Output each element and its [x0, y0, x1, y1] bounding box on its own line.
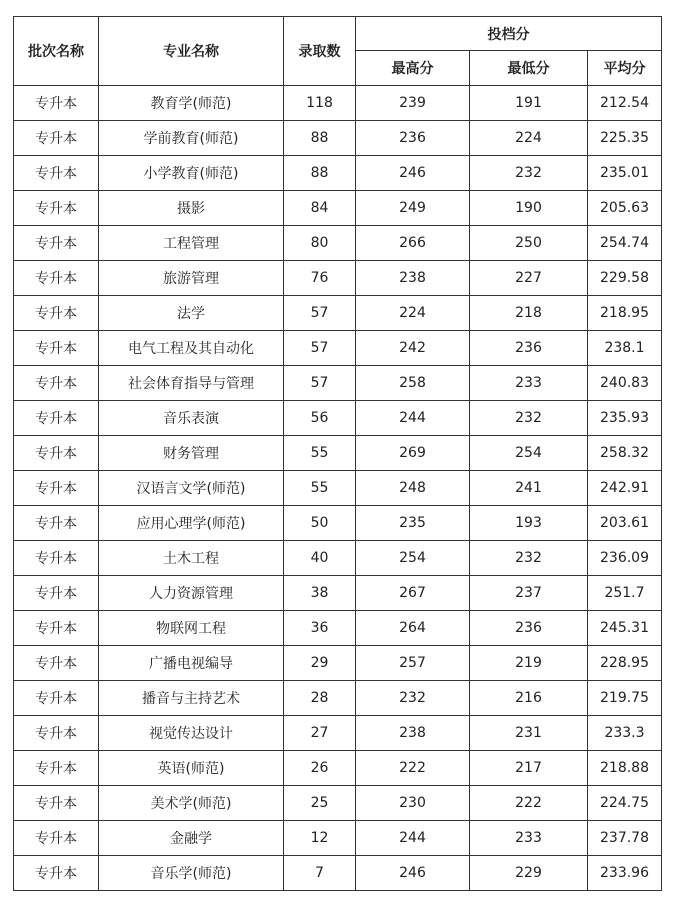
header-batch: 批次名称 — [14, 17, 99, 86]
cell-admitted: 7 — [284, 856, 356, 891]
cell-batch: 专升本 — [14, 856, 99, 891]
cell-major: 土木工程 — [99, 541, 284, 576]
table-row — [14, 506, 662, 541]
cell-admitted: 40 — [284, 541, 356, 576]
cell-min: 236 — [470, 611, 588, 646]
table-row — [14, 366, 662, 401]
cell-major: 摄影 — [99, 191, 284, 226]
header-max: 最高分 — [356, 51, 470, 86]
cell-min: 193 — [470, 506, 588, 541]
table-row — [14, 296, 662, 331]
cell-avg: 242.91 — [588, 471, 662, 506]
cell-batch: 专升本 — [14, 576, 99, 611]
cell-avg: 228.95 — [588, 646, 662, 681]
cell-batch: 专升本 — [14, 156, 99, 191]
cell-major: 视觉传达设计 — [99, 716, 284, 751]
cell-max: 239 — [356, 86, 470, 121]
cell-admitted: 55 — [284, 436, 356, 471]
cell-admitted: 84 — [284, 191, 356, 226]
cell-major: 财务管理 — [99, 436, 284, 471]
cell-avg: 219.75 — [588, 681, 662, 716]
cell-min: 236 — [470, 331, 588, 366]
table-row — [14, 401, 662, 436]
cell-admitted: 57 — [284, 331, 356, 366]
cell-min: 233 — [470, 366, 588, 401]
cell-batch: 专升本 — [14, 86, 99, 121]
table-row — [14, 191, 662, 226]
table-row — [14, 751, 662, 786]
cell-batch: 专升本 — [14, 821, 99, 856]
cell-avg: 245.31 — [588, 611, 662, 646]
cell-max: 236 — [356, 121, 470, 156]
cell-max: 244 — [356, 821, 470, 856]
cell-max: 246 — [356, 156, 470, 191]
cell-max: 248 — [356, 471, 470, 506]
cell-max: 224 — [356, 296, 470, 331]
cell-min: 229 — [470, 856, 588, 891]
cell-batch: 专升本 — [14, 611, 99, 646]
cell-min: 241 — [470, 471, 588, 506]
cell-batch: 专升本 — [14, 191, 99, 226]
cell-avg: 258.32 — [588, 436, 662, 471]
header-avg: 平均分 — [588, 51, 662, 86]
table-row — [14, 576, 662, 611]
cell-avg: 236.09 — [588, 541, 662, 576]
table-row — [14, 261, 662, 296]
cell-admitted: 27 — [284, 716, 356, 751]
cell-min: 250 — [470, 226, 588, 261]
cell-admitted: 50 — [284, 506, 356, 541]
cell-batch: 专升本 — [14, 471, 99, 506]
cell-major: 物联网工程 — [99, 611, 284, 646]
cell-min: 191 — [470, 86, 588, 121]
cell-major: 旅游管理 — [99, 261, 284, 296]
cell-avg: 203.61 — [588, 506, 662, 541]
cell-admitted: 28 — [284, 681, 356, 716]
table-row — [14, 681, 662, 716]
cell-max: 258 — [356, 366, 470, 401]
cell-admitted: 26 — [284, 751, 356, 786]
cell-max: 235 — [356, 506, 470, 541]
cell-batch: 专升本 — [14, 541, 99, 576]
cell-min: 216 — [470, 681, 588, 716]
header-score-group: 投档分 — [356, 17, 662, 51]
cell-min: 254 — [470, 436, 588, 471]
cell-max: 267 — [356, 576, 470, 611]
cell-min: 217 — [470, 751, 588, 786]
cell-min: 219 — [470, 646, 588, 681]
cell-min: 190 — [470, 191, 588, 226]
table-row — [14, 331, 662, 366]
cell-admitted: 12 — [284, 821, 356, 856]
cell-min: 232 — [470, 156, 588, 191]
cell-min: 231 — [470, 716, 588, 751]
cell-max: 244 — [356, 401, 470, 436]
cell-min: 232 — [470, 401, 588, 436]
cell-avg: 237.78 — [588, 821, 662, 856]
cell-major: 音乐学(师范) — [99, 856, 284, 891]
cell-avg: 235.01 — [588, 156, 662, 191]
cell-batch: 专升本 — [14, 751, 99, 786]
cell-batch: 专升本 — [14, 506, 99, 541]
cell-major: 小学教育(师范) — [99, 156, 284, 191]
cell-major: 广播电视编导 — [99, 646, 284, 681]
admission-score-table — [13, 16, 662, 891]
cell-admitted: 80 — [284, 226, 356, 261]
cell-avg: 225.35 — [588, 121, 662, 156]
cell-major: 学前教育(师范) — [99, 121, 284, 156]
cell-max: 232 — [356, 681, 470, 716]
cell-avg: 254.74 — [588, 226, 662, 261]
table-row — [14, 436, 662, 471]
cell-max: 254 — [356, 541, 470, 576]
cell-major: 音乐表演 — [99, 401, 284, 436]
cell-max: 257 — [356, 646, 470, 681]
cell-avg: 240.83 — [588, 366, 662, 401]
cell-major: 英语(师范) — [99, 751, 284, 786]
cell-major: 金融学 — [99, 821, 284, 856]
cell-admitted: 76 — [284, 261, 356, 296]
cell-major: 人力资源管理 — [99, 576, 284, 611]
cell-min: 224 — [470, 121, 588, 156]
cell-max: 249 — [356, 191, 470, 226]
cell-avg: 233.3 — [588, 716, 662, 751]
cell-avg: 212.54 — [588, 86, 662, 121]
cell-batch: 专升本 — [14, 366, 99, 401]
cell-avg: 224.75 — [588, 786, 662, 821]
cell-max: 238 — [356, 716, 470, 751]
cell-major: 应用心理学(师范) — [99, 506, 284, 541]
cell-major: 美术学(师范) — [99, 786, 284, 821]
table-row — [14, 611, 662, 646]
cell-min: 218 — [470, 296, 588, 331]
cell-admitted: 57 — [284, 296, 356, 331]
cell-avg: 229.58 — [588, 261, 662, 296]
cell-max: 242 — [356, 331, 470, 366]
cell-batch: 专升本 — [14, 261, 99, 296]
cell-batch: 专升本 — [14, 436, 99, 471]
cell-avg: 218.95 — [588, 296, 662, 331]
table-row — [14, 646, 662, 681]
cell-admitted: 57 — [284, 366, 356, 401]
cell-batch: 专升本 — [14, 681, 99, 716]
cell-major: 法学 — [99, 296, 284, 331]
header-admitted: 录取数 — [284, 17, 356, 86]
cell-admitted: 25 — [284, 786, 356, 821]
cell-batch: 专升本 — [14, 401, 99, 436]
header-row-top — [14, 17, 662, 51]
cell-batch: 专升本 — [14, 786, 99, 821]
cell-batch: 专升本 — [14, 296, 99, 331]
cell-admitted: 88 — [284, 156, 356, 191]
cell-major: 社会体育指导与管理 — [99, 366, 284, 401]
cell-max: 230 — [356, 786, 470, 821]
header-major: 专业名称 — [99, 17, 284, 86]
table-row — [14, 471, 662, 506]
table-row — [14, 716, 662, 751]
cell-batch: 专升本 — [14, 646, 99, 681]
cell-max: 269 — [356, 436, 470, 471]
cell-major: 教育学(师范) — [99, 86, 284, 121]
cell-admitted: 118 — [284, 86, 356, 121]
cell-admitted: 29 — [284, 646, 356, 681]
cell-admitted: 56 — [284, 401, 356, 436]
cell-min: 227 — [470, 261, 588, 296]
cell-max: 222 — [356, 751, 470, 786]
cell-avg: 251.7 — [588, 576, 662, 611]
cell-avg: 205.63 — [588, 191, 662, 226]
cell-admitted: 36 — [284, 611, 356, 646]
cell-min: 233 — [470, 821, 588, 856]
table-row — [14, 226, 662, 261]
cell-max: 246 — [356, 856, 470, 891]
table-row — [14, 856, 662, 891]
table-row — [14, 86, 662, 121]
table-row — [14, 541, 662, 576]
table-row — [14, 156, 662, 191]
cell-max: 238 — [356, 261, 470, 296]
cell-max: 266 — [356, 226, 470, 261]
table-row — [14, 786, 662, 821]
table-row — [14, 821, 662, 856]
cell-batch: 专升本 — [14, 226, 99, 261]
cell-admitted: 38 — [284, 576, 356, 611]
cell-min: 232 — [470, 541, 588, 576]
cell-admitted: 55 — [284, 471, 356, 506]
cell-avg: 233.96 — [588, 856, 662, 891]
cell-major: 工程管理 — [99, 226, 284, 261]
cell-major: 播音与主持艺术 — [99, 681, 284, 716]
cell-admitted: 88 — [284, 121, 356, 156]
cell-avg: 218.88 — [588, 751, 662, 786]
cell-batch: 专升本 — [14, 121, 99, 156]
cell-avg: 238.1 — [588, 331, 662, 366]
cell-major: 汉语言文学(师范) — [99, 471, 284, 506]
table-row — [14, 121, 662, 156]
cell-max: 264 — [356, 611, 470, 646]
cell-avg: 235.93 — [588, 401, 662, 436]
header-min: 最低分 — [470, 51, 588, 86]
cell-min: 237 — [470, 576, 588, 611]
cell-batch: 专升本 — [14, 716, 99, 751]
cell-min: 222 — [470, 786, 588, 821]
cell-batch: 专升本 — [14, 331, 99, 366]
cell-major: 电气工程及其自动化 — [99, 331, 284, 366]
